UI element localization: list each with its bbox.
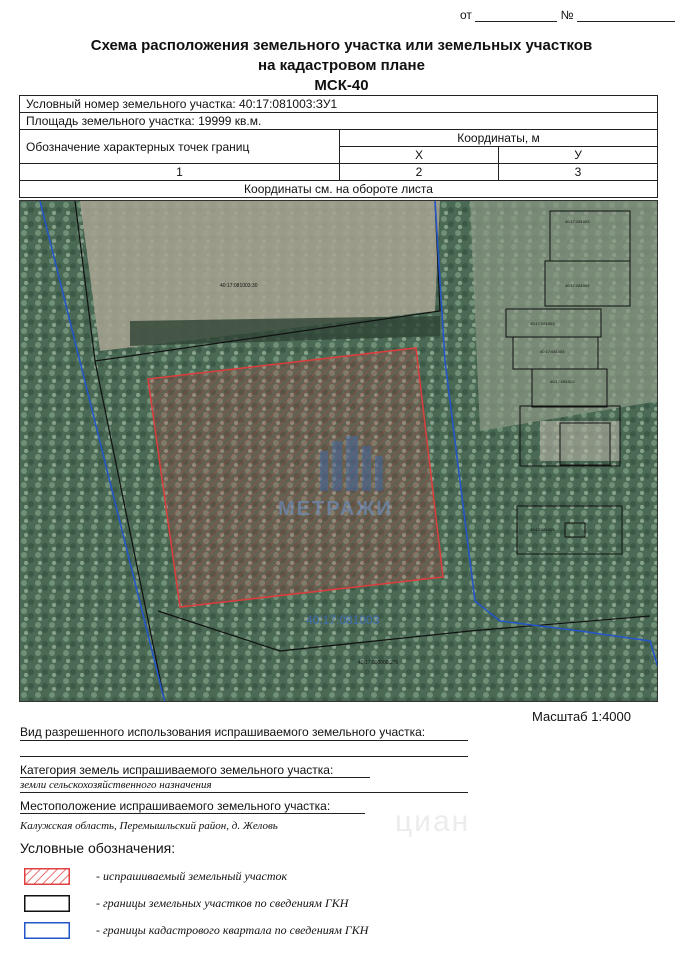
land-category-line: [20, 792, 468, 793]
parcel-label-south: 40:17:000000:276: [358, 660, 399, 666]
location-value: Калужская область, Перемышльский район, д. Желовь: [20, 820, 278, 832]
column-number-1: 1: [20, 164, 340, 181]
page-watermark: циан: [395, 805, 471, 838]
map-scale: Масштаб 1:4000: [532, 709, 631, 724]
document-number-header: [460, 8, 675, 22]
coords-header-cell: Координаты, м: [340, 130, 658, 147]
blue-box-swatch-icon: [24, 922, 70, 939]
legend-item-parcel-boundaries: [24, 894, 444, 914]
number-line: [577, 10, 675, 22]
title-line-2: на кадастровом плане: [258, 57, 425, 74]
points-header-cell: Обозначение характерных точек границ: [20, 130, 340, 164]
east-parcel-label: 40:17:081003: [530, 527, 555, 532]
map-watermark: МЕТРАЖИ: [278, 498, 393, 520]
date-line: [475, 10, 557, 22]
quarter-label: 40:17:081003: [306, 613, 380, 627]
location-underline: [20, 813, 365, 814]
column-number-2: 2: [340, 164, 499, 181]
legend-text: - границы кадастрового квартала по сведениям ГКН: [96, 923, 369, 937]
legend-title: Условные обозначения:: [20, 840, 176, 856]
number-label: №: [560, 8, 574, 22]
black-box-swatch-icon: [24, 895, 70, 912]
legend-item-quarter-boundaries: [24, 921, 444, 941]
land-category-underline: [20, 777, 370, 778]
land-category-value: земли сельскохозяйственного назначения: [20, 779, 212, 791]
yard-area: [540, 421, 620, 461]
parcel-label-north: 40:17:081003:30: [220, 283, 258, 289]
east-parcel-label: 40:17:081003: [565, 219, 590, 224]
requested-parcel-tint: [148, 348, 443, 607]
area-cell: Площадь земельного участка: 19999 кв.м.: [20, 113, 658, 130]
east-parcel-label: 40:17:081003: [550, 379, 575, 384]
legend-text: - испрашиваемый земельный участок: [96, 869, 288, 883]
east-parcel-label: 40:17:081003: [530, 321, 555, 326]
title-line-1: Схема расположения земельного участка или земельных участков: [90, 37, 593, 54]
from-label: от: [460, 8, 472, 22]
permitted-use-line: [20, 740, 468, 741]
x-header-cell: X: [340, 147, 499, 164]
red-hatch-swatch-icon: [24, 868, 70, 885]
document-title: [0, 36, 683, 96]
parcel-info-table: [19, 95, 658, 198]
permitted-use-label: Вид разрешенного использования испрашиваемого земельного участка:: [20, 725, 426, 739]
legend-item-requested-parcel: [24, 867, 444, 887]
coords-note-cell: Координаты см. на обороте листа: [20, 181, 658, 198]
column-number-3: 3: [499, 164, 658, 181]
conditional-number-cell: Условный номер земельного участка: 40:17:081003:ЗУ1: [20, 96, 658, 113]
y-header-cell: У: [499, 147, 658, 164]
east-parcel-label: 40:17:081003: [540, 349, 565, 354]
cadastral-map: [19, 200, 658, 702]
land-category-label: Категория земель испрашиваемого земельного участка:: [20, 763, 334, 777]
location-label: Местоположение испрашиваемого земельного участка:: [20, 799, 331, 813]
legend-text: - границы земельных участков по сведениям ГКН: [96, 896, 349, 910]
east-parcel-label: 40:17:081003: [565, 283, 590, 288]
permitted-use-line: [20, 756, 468, 757]
title-line-3: МСК-40: [314, 77, 369, 94]
